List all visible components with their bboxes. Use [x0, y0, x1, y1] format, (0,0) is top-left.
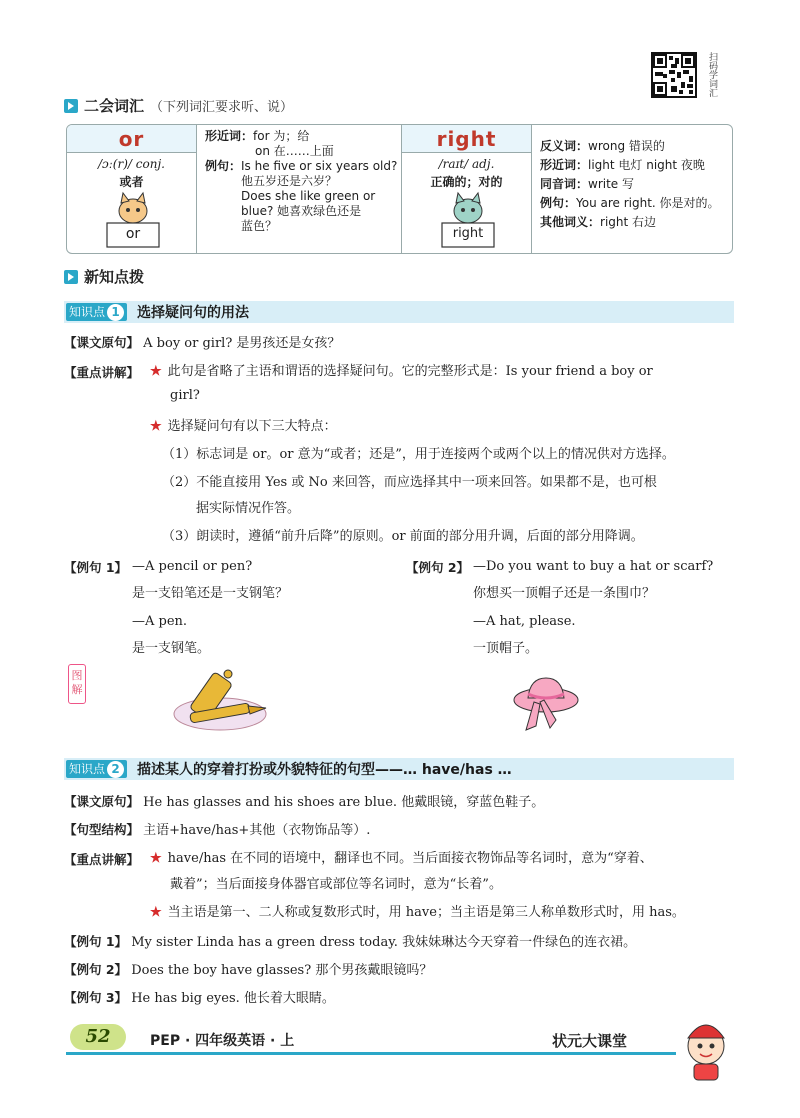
- kp2-focus1-b: 戴着”；当后面接身体器官或部位等名词时，意为“长着”。: [170, 877, 502, 892]
- mascot-icon: [676, 1016, 736, 1084]
- kp2-struct: 主语+have/has+其他（衣物饰品等）.: [143, 823, 371, 838]
- kp2-title: 描述某人的穿着打扮或外貌特征的句型——… have/has …: [137, 762, 512, 778]
- qr-code-image: [653, 54, 695, 96]
- ex-line-or-5: 蓝色？: [241, 219, 278, 233]
- star-icon: ★: [150, 419, 162, 434]
- section-arrow-icon: [64, 99, 78, 113]
- kp1-point-2b: 据实际情况作答。: [196, 501, 301, 516]
- word-detail-or: [197, 125, 402, 253]
- word-detail-right: [532, 125, 733, 253]
- meaning-or: 或者: [119, 175, 144, 189]
- kp1-header: [64, 301, 734, 323]
- kp2-ex1-label: 【例句 1】: [64, 934, 128, 949]
- kp1-ex1-line1: —A pencil or pen?: [132, 559, 253, 574]
- near-line1-or: for 为；给: [253, 129, 310, 143]
- kp1-ex1-line3: —A pen.: [132, 614, 188, 629]
- kp2-source-row: [64, 792, 544, 812]
- qr-code[interactable]: [651, 52, 697, 98]
- ex-line-or-4: blue? 她喜欢绿色还是: [241, 204, 362, 218]
- kp1-title: 选择疑问句的用法: [137, 305, 250, 321]
- star-icon: ★: [150, 905, 162, 920]
- word-card-right: [402, 125, 532, 253]
- kp1-point-1: （1）标志词是 or。or 意为“或者；还是”，用于连接两个或两个以上的情况供对方选择。: [162, 447, 675, 462]
- kp1-focus-row: [64, 363, 139, 381]
- kp2-focus1-a: have/has 在不同的语境中，翻译也不同。当后面接衣物饰品等名词时，意为“穿着、: [167, 851, 653, 866]
- new-section-header: [64, 266, 144, 287]
- kp2-ex2-label: 【例句 2】: [64, 962, 128, 977]
- card-label-or: or: [125, 226, 141, 242]
- kp1-focus2: [150, 418, 337, 436]
- kp2-num: 2: [107, 761, 124, 778]
- phonetic-or: /ɔː(r)/ conj.: [98, 157, 165, 171]
- near-label-or: 形近词：: [205, 129, 254, 143]
- new-section-title: 新知点拨: [84, 268, 145, 286]
- kp1-ex1-line2: 是一支铅笔还是一支钢笔？: [132, 586, 289, 601]
- kp1-focus1-b: girl?: [170, 388, 200, 403]
- kp2-header: [64, 758, 734, 780]
- word-or: or: [67, 125, 196, 153]
- kp2-ex2-text: Does the boy have glasses? 那个男孩戴眼镜吗？: [131, 963, 433, 978]
- kp1-ex2-line2: 你想买一顶帽子还是一条围巾？: [473, 586, 656, 601]
- kp2-struct-label: 【句型结构】: [64, 822, 140, 837]
- vocab-section-header: [64, 95, 293, 116]
- pen-pencil-icon: [170, 668, 270, 734]
- kp1-ex1-label: 【例句 1】: [64, 560, 128, 575]
- star-icon: ★: [150, 851, 162, 866]
- star-icon: ★: [150, 364, 162, 379]
- kp2-ex3-label: 【例句 3】: [64, 990, 128, 1005]
- kp1-ex2-line4: 一顶帽子。: [473, 641, 539, 656]
- kp1-focus1-a: 此句是省略了主语和谓语的选择疑问句。它的完整形式是：Is your friend a boy or: [167, 364, 653, 379]
- vocab-section-note: （下列词汇要求听、说）: [150, 100, 294, 115]
- cat-sign-right-icon: [438, 191, 498, 251]
- right-text-5: right 右边: [600, 215, 657, 229]
- kp1-ex2-label: 【例句 2】: [406, 560, 470, 575]
- right-text-2: light 电灯 night 夜晚: [588, 158, 705, 172]
- right-label-3: 同音词：: [540, 177, 589, 191]
- kp1-source: A boy or girl? 是男孩还是女孩？: [143, 336, 341, 351]
- right-text-3: write 写: [588, 177, 635, 191]
- section-arrow-icon: [64, 270, 78, 284]
- kp1-focus2-text: 选择疑问句有以下三大特点：: [167, 419, 337, 434]
- card-label-right: right: [452, 226, 484, 241]
- kp1-ex1-line4: 是一支钢笔。: [132, 641, 211, 656]
- kp2-focus2: [150, 904, 685, 922]
- kp2-ex3-text: He has big eyes. 他长着大眼睛。: [131, 991, 335, 1006]
- example-label-or: 例句：: [205, 159, 242, 173]
- footer-divider: [66, 1052, 676, 1055]
- kp2-focus2-text: 当主语是第一、二人称或复数形式时，用 have；当主语是第三人称单数形式时，用 has。: [167, 905, 685, 920]
- right-label-5: 其他词义：: [540, 215, 601, 229]
- kp1-ex2-line3: —A hat, please.: [473, 614, 576, 629]
- kp2-struct-row: [64, 820, 370, 840]
- phonetic-right: /raɪt/ adj.: [438, 157, 495, 171]
- kp1-point-2: （2）不能直接用 Yes 或 No 来回答，而应选择其中一项来回答。如果都不是，也可根: [162, 475, 657, 490]
- kp2-tag: [66, 760, 127, 778]
- kp2-example-2: [64, 960, 432, 980]
- kp2-tag-text: 知识点: [69, 762, 106, 776]
- vocab-section-title: 二会词汇: [84, 97, 145, 115]
- kp1-point-3: （3）朗读时，遵循“前升后降”的原则。or 前面的部分用升调，后面的部分用降调。: [162, 529, 644, 544]
- kp1-tag-text: 知识点: [69, 305, 106, 319]
- near-line2-or: on 在……上面: [255, 144, 334, 158]
- kp1-tag: [66, 303, 127, 321]
- brand-name: 状元大课堂: [552, 1032, 628, 1050]
- meaning-right: 正确的；对的: [430, 175, 503, 189]
- right-text-4: You are right. 你是对的。: [576, 196, 720, 210]
- kp1-source-label: 【课文原句】: [64, 335, 140, 350]
- book-title: PEP · 四年级英语 · 上: [150, 1033, 295, 1049]
- kp2-focus1: [150, 850, 653, 868]
- kp2-example-3: [64, 988, 335, 1008]
- right-label-4: 例句：: [540, 196, 577, 210]
- right-label-1: 反义词：: [540, 139, 589, 153]
- ex-line-or-3: Does she like green or: [241, 189, 376, 203]
- kp1-focus1: [150, 363, 653, 381]
- kp2-source-label: 【课文原句】: [64, 794, 140, 809]
- word-right: right: [402, 125, 531, 153]
- pink-hat-icon: [512, 676, 580, 736]
- ex-line-or-2: 他五岁还是六岁？: [241, 174, 338, 188]
- kp1-source-row: [64, 333, 340, 353]
- kp2-source: He has glasses and his shoes are blue. 他戴眼镜，穿蓝色鞋子。: [143, 795, 545, 810]
- vocab-table: [66, 124, 733, 254]
- word-card-or: [67, 125, 197, 253]
- qr-caption: 扫码学词汇: [707, 52, 717, 97]
- illustration-tag: 图解: [68, 664, 86, 704]
- page-number: 52: [70, 1024, 126, 1050]
- kp2-example-1: [64, 932, 636, 952]
- kp1-num: 1: [107, 304, 124, 321]
- right-text-1: wrong 错误的: [588, 139, 665, 153]
- kp1-focus-label: 【重点讲解】: [64, 365, 140, 380]
- ex-line-or-1: Is he five or six years old?: [241, 159, 398, 173]
- kp1-ex2-line1: —Do you want to buy a hat or scarf?: [473, 559, 714, 574]
- cat-sign-or-icon: [103, 191, 163, 251]
- right-label-2: 形近词：: [540, 158, 589, 172]
- kp2-ex1-text: My sister Linda has a green dress today. 我妹妹琳达今天穿着一件绿色的连衣裙。: [131, 935, 637, 950]
- kp2-focus-label: 【重点讲解】: [64, 852, 140, 867]
